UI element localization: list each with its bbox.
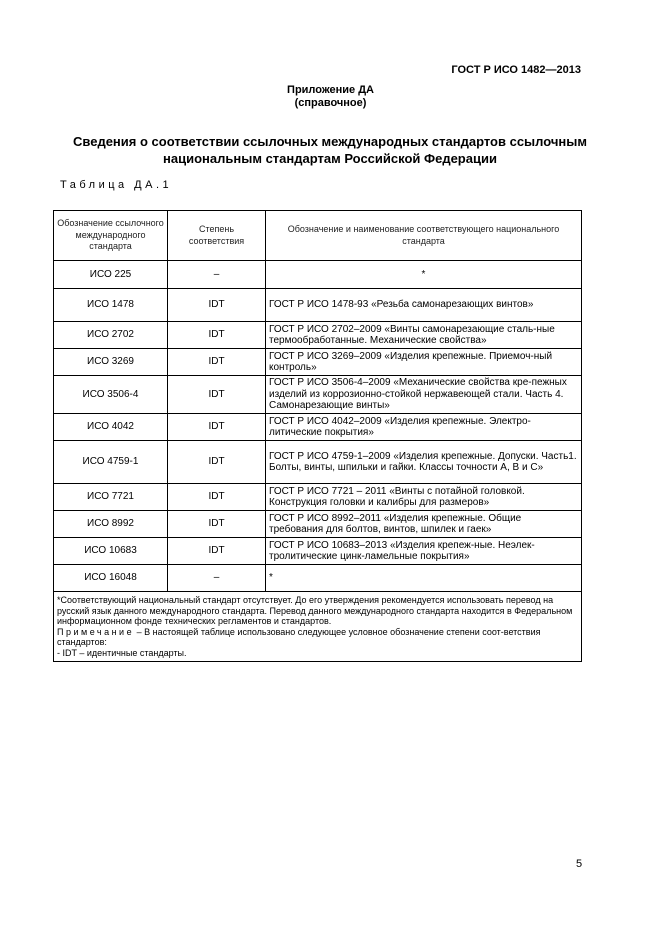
cell-intl: ИСО 4759-1: [54, 441, 168, 484]
cell-intl: ИСО 16048: [54, 565, 168, 592]
note-label: Примечание: [57, 626, 135, 637]
cell-degree: IDT: [168, 538, 266, 565]
cell-intl: ИСО 7721: [54, 484, 168, 511]
cell-degree: IDT: [168, 441, 266, 484]
table-row: [54, 511, 582, 538]
table-row: [54, 565, 582, 592]
appendix-subtitle: (справочное): [294, 97, 367, 109]
table-row: [54, 289, 582, 322]
cell-degree: IDT: [168, 349, 266, 376]
cell-degree: IDT: [168, 511, 266, 538]
cell-national: ГОСТ Р ИСО 4759-1–2009 «Изделия крепежные. Допуски. Часть1. Болты, винты, шпильки и гайки. Классы точности А, В и С»: [266, 441, 582, 484]
table-row: [54, 484, 582, 511]
table-header-row: [54, 211, 582, 261]
cell-intl: ИСО 2702: [54, 322, 168, 349]
cell-degree: IDT: [168, 414, 266, 441]
cell-intl: ИСО 1478: [54, 289, 168, 322]
appendix-title: Приложение ДА: [287, 84, 374, 96]
cell-intl: ИСО 3506-4: [54, 376, 168, 414]
cell-national: ГОСТ Р ИСО 7721 – 2011 «Винты с потайной головкой. Конструкция головки и калибры для размеров»: [266, 484, 582, 511]
cell-national: ГОСТ Р ИСО 2702–2009 «Винты самонарезающие сталь-ные термообработанные. Механические свойства»: [266, 322, 582, 349]
cell-degree: IDT: [168, 289, 266, 322]
cell-national: ГОСТ Р ИСО 3506-4–2009 «Механические свойства кре-пежных изделий из коррозионно-стойкой нержавеющей стали. Часть 4. Самонарезающие винты»: [266, 376, 582, 414]
cell-national: ГОСТ Р ИСО 1478-93 «Резьба самонарезающих винтов»: [266, 289, 582, 322]
section-title-line-2: национальным стандартам Российской Федерации: [163, 151, 497, 166]
table-row: [54, 414, 582, 441]
standards-table: [53, 210, 582, 662]
cell-intl: ИСО 10683: [54, 538, 168, 565]
table-footnote-row: [54, 592, 582, 662]
footnote-star-note: *Соответствующий национальный стандарт отсутствует. До его утверждения рекомендуется использовать перевод на русский язык данного международного стандарта. Перевод данного международного стандарта находится в Федеральном информационном фонде технических регламентов и стандартов.: [57, 595, 573, 626]
page-number: 5: [576, 858, 583, 870]
cell-degree: –: [168, 565, 266, 592]
cell-national: *: [266, 261, 582, 289]
section-title-line-1: Сведения о соответствии ссылочных международных стандартов ссылочным: [73, 134, 587, 149]
table-row: [54, 261, 582, 289]
cell-national: ГОСТ Р ИСО 3269–2009 «Изделия крепежные. Приемоч-ный контроль»: [266, 349, 582, 376]
note-text: – В настоящей таблице использовано следующее условное обозначение степени соот-ветствия стандартов:: [57, 626, 541, 647]
header-intl-standard: Обозначение ссылочного международного стандарта: [54, 211, 168, 261]
cell-degree: IDT: [168, 376, 266, 414]
table-row: [54, 322, 582, 349]
section-title: [40, 133, 620, 167]
cell-national: *: [266, 565, 582, 592]
footnote-note: [57, 627, 578, 648]
header-national-standard: Обозначение и наименование соответствующего национального стандарта: [266, 211, 582, 261]
appendix-heading: [0, 84, 661, 110]
document-code: ГОСТ Р ИСО 1482—2013: [451, 64, 581, 76]
cell-intl: ИСО 225: [54, 261, 168, 289]
cell-intl: ИСО 3269: [54, 349, 168, 376]
cell-intl: ИСО 4042: [54, 414, 168, 441]
table-label: Таблица ДА.1: [60, 179, 173, 191]
cell-national: ГОСТ Р ИСО 8992–2011 «Изделия крепежные. Общие требования для болтов, винтов, шпилек и гаек»: [266, 511, 582, 538]
cell-degree: IDT: [168, 322, 266, 349]
table-row: [54, 349, 582, 376]
table-row: [54, 441, 582, 484]
cell-degree: IDT: [168, 484, 266, 511]
table-footnote: [54, 592, 582, 662]
footnote-idt-line: - IDT – идентичные стандарты.: [57, 647, 187, 658]
cell-national: ГОСТ Р ИСО 4042–2009 «Изделия крепежные. Электро-литические покрытия»: [266, 414, 582, 441]
table-row: [54, 376, 582, 414]
cell-degree: –: [168, 261, 266, 289]
table-row: [54, 538, 582, 565]
cell-intl: ИСО 8992: [54, 511, 168, 538]
header-degree: Степень соответствия: [168, 211, 266, 261]
cell-national: ГОСТ Р ИСО 10683–2013 «Изделия крепеж-ные. Неэлек-тролитические цинк-ламельные покрытия»: [266, 538, 582, 565]
